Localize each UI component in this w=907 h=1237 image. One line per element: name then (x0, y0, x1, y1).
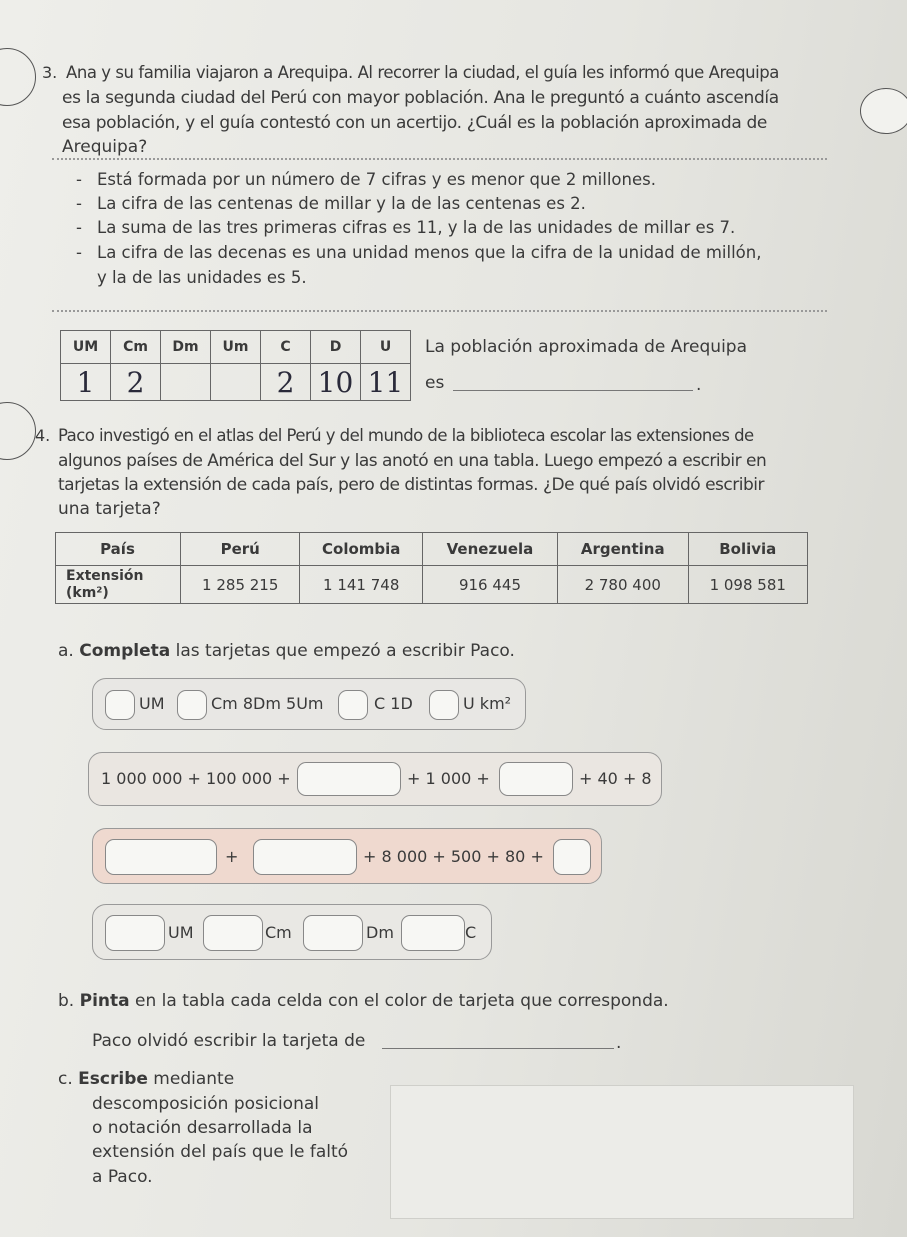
q4-line-1: Paco investigó en el atlas del Perú y del mundo de la biblioteca escolar las extensiones de (58, 426, 754, 445)
part-c-letter: c. (58, 1069, 73, 1089)
pv-header-U: U (361, 331, 411, 364)
card1-um: UM (139, 694, 165, 713)
pv-cell-Cm[interactable]: 2 (111, 364, 161, 401)
clue-bullet-1: - (76, 170, 82, 189)
pv-header-UM: UM (61, 331, 111, 364)
pv-header-Dm: Dm (161, 331, 211, 364)
card2-start: 1 000 000 + 100 000 + (101, 769, 291, 788)
card-1 (92, 678, 526, 730)
q3-answer-line-2: es (425, 373, 445, 393)
ct-header-argentina: Argentina (557, 533, 688, 566)
part-c-line-2: descomposición posicional (92, 1094, 319, 1114)
card-2 (88, 752, 662, 806)
q3-line-4: Arequipa? (62, 137, 148, 157)
ct-header-colombia: Colombia (300, 533, 423, 566)
card3-blank-2[interactable] (253, 839, 357, 875)
clue-bullet-4: - (76, 243, 82, 262)
part-b-bold: Pinta (79, 991, 130, 1011)
ct-header-bolivia: Bolivia (688, 533, 807, 566)
ct-value-argentina[interactable]: 2 780 400 (557, 566, 688, 604)
card4-blank-cm[interactable] (203, 915, 263, 951)
q4-number: 4. (35, 426, 51, 445)
clue-5: y la de las unidades es 5. (97, 268, 307, 287)
part-a-instruction (58, 640, 515, 662)
card4-blank-c[interactable] (401, 915, 465, 951)
place-value-table (60, 330, 411, 401)
card1-u: U km² (463, 694, 512, 713)
q3-line-2: es la segunda ciudad del Perú con mayor población. Ana le preguntó a cuánto ascendía (62, 88, 779, 108)
q3-answer-line-1: La población aproximada de Arequipa (425, 337, 747, 357)
clue-bullet-2: - (76, 194, 82, 213)
part-b-letter: b. (58, 991, 75, 1011)
pv-header-D: D (311, 331, 361, 364)
part-a-rest: las tarjetas que empezó a escribir Paco. (175, 641, 515, 661)
ct-row-unit: (km²) (66, 584, 109, 601)
ct-value-bolivia[interactable]: 1 098 581 (688, 566, 807, 604)
part-c-line-4: extensión del país que le faltó (92, 1142, 349, 1162)
card-3 (92, 828, 602, 884)
q4-line-2: algunos países de América del Sur y las anotó en una tabla. Luego empezó a escribir en (58, 451, 767, 471)
card4-c: C (465, 923, 477, 942)
part-c-text-1: mediante (153, 1069, 235, 1089)
part-c-line-3: o notación desarrollada la (92, 1118, 313, 1138)
card4-um: UM (168, 923, 194, 942)
ct-header-country: País (56, 533, 181, 566)
q3-answer-end: . (696, 375, 702, 395)
card3-mid: + 8 000 + 500 + 80 + (363, 847, 544, 866)
pv-cell-C[interactable]: 2 (261, 364, 311, 401)
card3-blank-1[interactable] (105, 839, 217, 875)
ct-value-colombia[interactable]: 1 141 748 (300, 566, 423, 604)
part-c-line-5: a Paco. (92, 1167, 153, 1187)
pv-cell-U[interactable]: 11 (361, 364, 411, 401)
pv-cell-Dm[interactable] (161, 364, 211, 401)
clue-3: La suma de las tres primeras cifras es 11, y la de las unidades de millar es 7. (97, 218, 736, 237)
part-b-rest: en la tabla cada celda con el color de tarjeta que corresponda. (135, 991, 669, 1011)
card4-blank-um[interactable] (105, 915, 165, 951)
card1-blank-u[interactable] (429, 690, 459, 720)
q4-circle (0, 402, 36, 460)
card2-end: + 40 + 8 (579, 769, 652, 788)
pv-cell-UM[interactable]: 1 (61, 364, 111, 401)
ct-value-peru[interactable]: 1 285 215 (181, 566, 300, 604)
pv-header-C: C (261, 331, 311, 364)
ct-row-label (56, 566, 181, 604)
part-c-line-1 (58, 1068, 234, 1090)
part-a-bold: Completa (79, 641, 171, 661)
card4-blank-dm[interactable] (303, 915, 363, 951)
clue-4: La cifra de las decenas es una unidad menos que la cifra de la unidad de millón, (97, 243, 762, 262)
card1-c: C 1D (374, 694, 413, 713)
part-b-line: Paco olvidó escribir la tarjeta de (92, 1031, 366, 1051)
ct-header-venezuela: Venezuela (422, 533, 557, 566)
pv-header-Um: Um (211, 331, 261, 364)
flower-sticker-icon (860, 88, 907, 134)
q3-number: 3. (42, 63, 58, 82)
part-c-answer-box[interactable] (390, 1085, 854, 1219)
pv-cell-Um[interactable] (211, 364, 261, 401)
pv-header-Cm: Cm (111, 331, 161, 364)
countries-table (55, 532, 808, 604)
card1-mid: Cm 8Dm 5Um (211, 694, 324, 713)
card2-blank-1[interactable] (297, 762, 401, 796)
card1-blank-c[interactable] (338, 690, 368, 720)
part-c-bold: Escribe (78, 1069, 148, 1089)
clue-bullet-3: - (76, 218, 82, 237)
q3-circle (0, 48, 36, 106)
pv-cell-D[interactable]: 10 (311, 364, 361, 401)
card3-blank-3[interactable] (553, 839, 591, 875)
q4-line-3: tarjetas la extensión de cada país, pero de distintas formas. ¿De qué país olvidó escribir (58, 475, 764, 495)
q3-line-3: esa población, y el guía contestó con un acertijo. ¿Cuál es la población aproximada de (62, 113, 768, 133)
clue-2: La cifra de las centenas de millar y la de las centenas es 2. (97, 194, 586, 213)
card1-blank-um[interactable] (105, 690, 135, 720)
ct-row-label-text: Extensión (66, 567, 144, 584)
q4-line-4: una tarjeta? (58, 499, 161, 519)
card3-plus: + (225, 847, 239, 866)
q3-answer-blank[interactable] (453, 390, 693, 391)
card2-blank-2[interactable] (499, 762, 573, 796)
q3-line-1: Ana y su familia viajaron a Arequipa. Al recorrer la ciudad, el guía les informó que Arequipa (66, 63, 779, 82)
ct-header-peru: Perú (181, 533, 300, 566)
ct-value-venezuela[interactable]: 916 445 (422, 566, 557, 604)
clue-1: Está formada por un número de 7 cifras y es menor que 2 millones. (97, 170, 656, 189)
card2-mid: + 1 000 + (407, 769, 490, 788)
part-a-letter: a. (58, 641, 74, 661)
card1-blank-cm[interactable] (177, 690, 207, 720)
card4-dm: Dm (366, 923, 394, 942)
part-b-answer-blank[interactable] (382, 1048, 614, 1049)
card4-cm: Cm (265, 923, 292, 942)
part-b-instruction (58, 990, 669, 1012)
card-4 (92, 904, 492, 960)
part-b-end: . (616, 1033, 622, 1053)
